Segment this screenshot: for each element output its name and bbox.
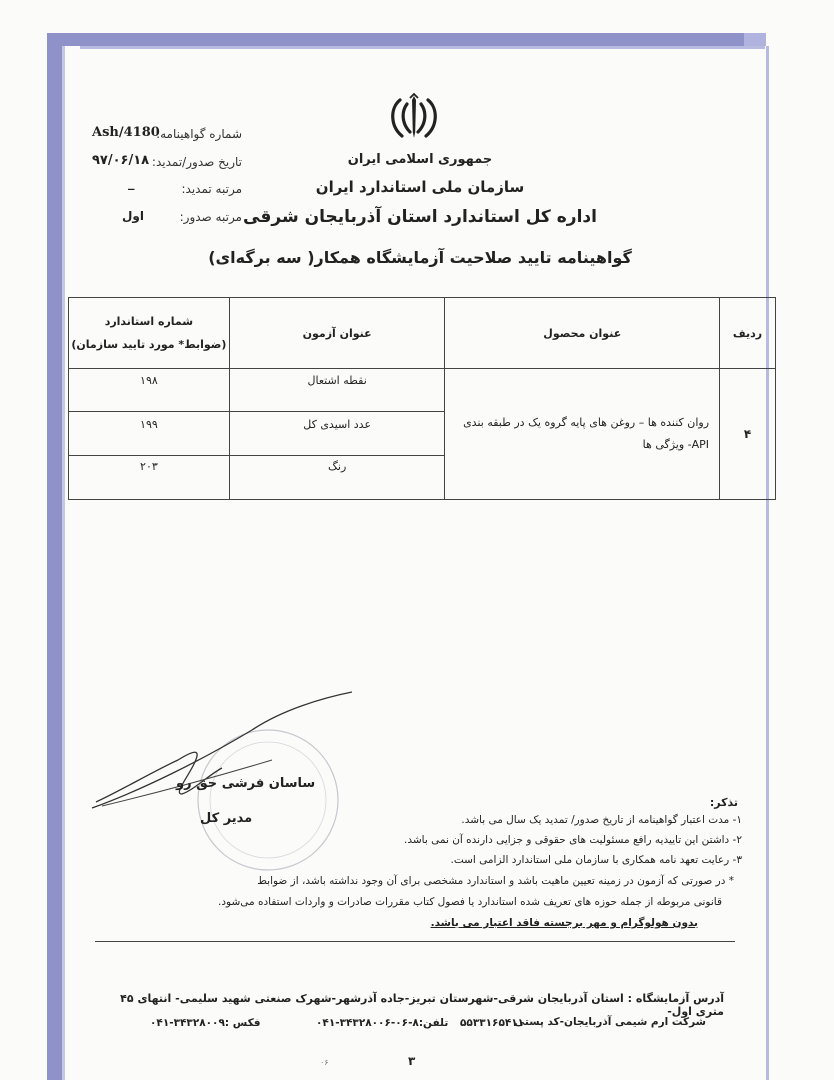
notes-heading: تذکر: xyxy=(709,796,738,809)
note-item: ۱- مدت اعتبار گواهینامه از تاریخ صدور/ تمدید یک سال می باشد. xyxy=(461,814,742,826)
table-row xyxy=(69,369,776,412)
renewal-rank-value: _ xyxy=(128,176,135,191)
frame-right-border xyxy=(766,46,769,1080)
renewal-rank-label: مرتبه تمدید: xyxy=(181,182,242,196)
frame-top-inner-border xyxy=(80,46,765,49)
issue-date-value: ۹۷/۰۶/۱۸ xyxy=(92,153,150,168)
row-number-cell: ۴ xyxy=(720,369,776,500)
frame-left-border xyxy=(47,46,62,1080)
page-number: ۳ xyxy=(408,1054,416,1068)
standard-cell: ۲۰۳ xyxy=(69,456,230,500)
header-row-number: ردیف xyxy=(720,298,776,369)
signatory-title: مدیر کل xyxy=(200,811,253,826)
frame-left-inner-border xyxy=(62,46,65,1080)
certificate-table xyxy=(68,297,776,500)
cert-number-value: Ash/4180 xyxy=(92,125,160,140)
header-product: عنوان محصول xyxy=(445,298,720,369)
note-emphasis: بدون هولوگرام و مهر برجسته فاقد اعتبار می باشد. xyxy=(430,917,698,929)
frame-right-corner xyxy=(744,33,766,46)
table-header-row xyxy=(69,298,776,369)
cert-number-label: شماره گواهینامه: xyxy=(156,127,242,141)
page-mark: ۰۶ xyxy=(320,1058,329,1067)
product-cell: روان کننده ها – روغن های پایه گروه یک در طبقه بندی API- ویژگی ها xyxy=(445,369,720,500)
test-cell: رنگ xyxy=(229,456,445,500)
lab-address: آدرس آزمایشگاه : استان آذربایجان شرقی-شهرستان تبریز-جاده آذرشهر-شهرک صنعتی شهید سلیمی- انتهای ۴۵ متری اول- xyxy=(120,992,724,1018)
frame-top-border xyxy=(80,33,744,46)
issue-rank-value: اول xyxy=(122,209,144,223)
test-cell: نقطه اشتعال xyxy=(229,369,445,412)
note-item: ۳- رعایت تعهد نامه همکاری با سازمان ملی استاندارد الزامی است. xyxy=(450,854,742,866)
signatory-name: ساسان فرشی حق رو xyxy=(176,776,316,791)
header-standard-line1: شماره استاندارد xyxy=(104,315,194,328)
test-cell: عدد اسیدی کل xyxy=(229,412,445,456)
standard-cell: ۱۹۹ xyxy=(69,412,230,456)
certificate-title: گواهینامه تایید صلاحیت آزمایشگاه همکار( سه برگه‌ای) xyxy=(208,248,632,267)
note-item: ۲- داشتن این تاییدیه رافع مسئولیت های حقوقی و جزایی دارنده آن نمی باشد. xyxy=(404,834,742,846)
organization-title: سازمان ملی استاندارد ایران xyxy=(315,178,525,196)
company-name: شرکت ارم شیمی آذربایجان-کد پستی xyxy=(514,1016,706,1028)
header-standard xyxy=(69,298,230,369)
iran-emblem-icon xyxy=(386,92,442,142)
footer-divider xyxy=(95,941,735,942)
fax-number: فکس :۳۴۳۲۸۰۰۹-۰۴۱ xyxy=(150,1017,261,1029)
department-title: اداره کل استاندارد استان آذربایجان شرقی xyxy=(243,207,597,227)
header-test: عنوان آزمون xyxy=(229,298,445,369)
note-item: قانونی مربوطه از جمله حوزه های تعریف شده استاندارد یا فصول کتاب مقررات صادرات و واردات استفاده می‌شود. xyxy=(218,896,722,908)
phone-number: تلفن:۸-۰۶-۳۴۳۲۸۰۰۶-۰۴۱ xyxy=(316,1017,449,1029)
issue-rank-label: مرتبه صدور: xyxy=(179,210,242,224)
note-item: * در صورتی که آزمون در زمینه تعیین ماهیت باشد و استاندارد مشخصی برای آن وجود نداشته باشد، از ضوابط xyxy=(257,875,734,887)
issue-date-label: تاریخ صدور/تمدید: xyxy=(151,155,242,169)
standard-cell: ۱۹۸ xyxy=(69,369,230,412)
republic-title: جمهوری اسلامی ایران xyxy=(347,152,493,167)
postal-code: ۵۵۳۳۱۶۵۴۱۱ xyxy=(460,1017,525,1029)
frame-corner xyxy=(47,33,80,46)
header-standard-line2: (ضوابط* مورد تایید سازمان) xyxy=(71,338,227,351)
